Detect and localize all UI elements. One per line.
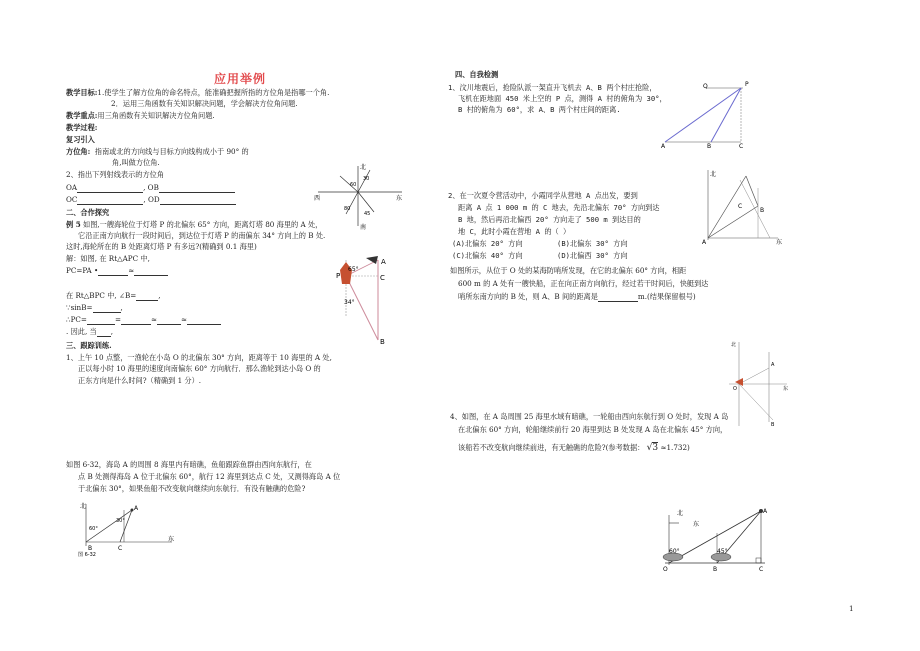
island-east: 东: [693, 521, 700, 528]
compass-figure: [310, 162, 405, 230]
compass-angle-30: 30: [363, 176, 370, 182]
section-3-heading: 三、跟踪训练.: [66, 341, 112, 350]
bearing-definition: 方位角: 指南或北的方向线与目标方向线构成小于 90° 的: [66, 147, 249, 156]
check-4-line-3: 该船若不改变航向继续前进，有无触礁的危险?(参考数据： √3 ≈1.732): [458, 443, 690, 453]
option-b: (B)北偏东 30° 方向: [557, 239, 628, 248]
option-c: (C)北偏东 40° 方向: [452, 251, 523, 260]
compass-angle-45: 45: [364, 211, 371, 217]
problem-632-line-2: 点 B 处测得海岛 A 位于北偏东 60°，航行 12 海里到达点 C 处，又测得海岛 A 位: [78, 472, 341, 481]
problem-632-line-3: 于北偏东 30°，如果鱼船不改变航向继续向东航行．有没有触礁的危险?: [78, 484, 306, 493]
option-a: (A)北偏东 20° 方向: [452, 239, 523, 248]
lighthouse-point-c: C: [380, 274, 385, 282]
compass-north-label: 北: [360, 164, 367, 171]
section-4-heading: 四、自我检测: [455, 70, 499, 79]
heli-point-c: C: [739, 143, 744, 150]
example-5-line-2: 它沿正南方向航行一段时间后，到达位于灯塔 P 的南偏东 34° 方向上的 B 处.: [78, 231, 326, 240]
solution-line-3: 在 Rt△BPC 中, ∠B= ,: [66, 291, 161, 300]
island-angle-45: 45°: [717, 548, 728, 555]
goals-line-1: 教学目标:1.使学生了解方位角的命名特点，能准确把握所指的方位角是指哪一个角.: [66, 88, 330, 97]
lighthouse-angle-65: 65°: [348, 266, 359, 273]
bearing-definition-cont: 角,叫做方位角.: [112, 158, 160, 167]
compass-angle-80: 80: [344, 206, 351, 212]
island-figure: [655, 505, 775, 573]
solution-line-6: . 因此, 当 ,: [66, 327, 113, 336]
lighthouse-point-a: A: [381, 258, 386, 266]
sentry-east: 东: [783, 386, 789, 392]
fig632-north: 北: [80, 503, 87, 510]
lighthouse-angle-34: 34°: [344, 299, 355, 306]
camp-point-c: C: [738, 203, 743, 210]
lighthouse-figure: [322, 256, 392, 346]
camp-figure: [700, 168, 785, 246]
heli-point-p: P: [745, 81, 749, 88]
check-2-line-2: 距离 A 点 1 000 m 的 C 地去，先沿北偏东 70° 方向到达: [458, 203, 660, 212]
solution-line-4: ∵sinB= ,: [66, 303, 123, 312]
process-heading: 教学过程:: [66, 123, 98, 132]
option-d: (D)北偏西 30° 方向: [557, 251, 628, 260]
fig632-point-b: B: [88, 545, 93, 552]
sentry-point-o: O: [733, 386, 737, 392]
example-5-line-1: 例 5 如图,一艘海轮位于灯塔 P 的北偏东 65° 方向，距离灯塔 80 海里的 A 处，: [66, 220, 323, 229]
island-point-a: A: [763, 508, 768, 515]
training-1-line-3: 正东方向是什么时间?（精确到 1 分）.: [78, 376, 202, 385]
problem-632-line-1: 如图 6-32，海岛 A 的周围 8 海里内有暗礁，鱼船跟踪鱼群由西向东航行，在: [66, 460, 312, 469]
sentry-north: 北: [731, 342, 737, 348]
solution-line-1: 解：如图, 在 Rt△APC 中,: [66, 254, 150, 263]
check-2-line-4: 地 C，此时小霞在营地 A 的（ ）: [458, 227, 571, 236]
goals-line-2: 2．运用三角函数有关知识解决问题，学会解决方位角问题.: [111, 99, 298, 108]
compass-east-label: 东: [396, 195, 403, 202]
fig632-point-a: A: [134, 505, 139, 512]
check-3-line-3: 哨所东南方向的 B 处，则 A、B 间的距离是 m.(结果保留根号): [458, 292, 696, 301]
section-2-heading: 二、合作探究: [66, 208, 110, 217]
camp-point-a: A: [702, 239, 707, 246]
check-4-line-2: 在北偏东 60° 方向，轮船继续前行 20 海里到达 B 处发现 A 岛在北偏东 45° 方向，: [458, 425, 728, 434]
check-4-line-1: 4、如图，在 A 岛周围 25 海里水域有暗礁，一轮船由西向东航行到 O 处时，发现 A 岛: [450, 412, 729, 421]
sentry-point-b: B: [771, 422, 775, 428]
check-1-line-3: B 村的俯角为 60°，求 A、B 两个村庄间的距离.: [458, 105, 621, 114]
camp-point-b: B: [760, 207, 765, 214]
page-title: 应用举例: [214, 72, 267, 86]
fig632-point-c: C: [118, 545, 123, 552]
heli-point-b: B: [707, 143, 712, 150]
island-point-o: O: [663, 566, 668, 573]
heli-point-a: A: [661, 143, 666, 150]
sentry-figure: [725, 338, 790, 430]
training-1-line-1: 1、上午 10 点整，一渔轮在小岛 O 的北偏东 30° 方向，距离等于 10 海里的 A 处,: [66, 353, 332, 362]
fig632-angle-60: 60°: [89, 526, 98, 532]
camp-east: 东: [776, 239, 783, 246]
lighthouse-point-p: P: [336, 272, 341, 280]
island-angle-60: 60°: [669, 548, 680, 555]
solution-line-5: ∴PC= = ≈ ≈: [66, 315, 221, 325]
check-1-line-2: 飞机在距地面 450 米上空的 P 点，测得 A 村的俯角为 30°，: [458, 94, 667, 103]
answer-oa: OA , OB: [66, 183, 235, 193]
question-2: 2、指出下列射线表示的方位角: [66, 170, 165, 179]
island-north: 北: [677, 510, 684, 517]
fig632-angle-30: 30°: [116, 518, 125, 524]
key-point: 教学重点:用三角函数有关知识解决方位角问题.: [66, 111, 215, 120]
check-3-line-1: 如图所示，从位于 O 处的某海防哨所发现，在它的北偏东 60° 方向，相距: [450, 266, 687, 275]
heli-point-q: Q: [703, 83, 708, 90]
training-1-line-2: 正以每小时 10 海里的速度向南偏东 60° 方向航行．那么渔轮到达小岛 O 的: [78, 364, 321, 373]
check-2-line-1: 2、在一次夏令营活动中，小霞同学从营地 A 点出发，要到: [448, 191, 638, 200]
helicopter-figure: [655, 80, 755, 150]
camp-north: 北: [710, 171, 717, 178]
island-point-b: B: [713, 566, 718, 573]
check-3-line-2: 600 m 的 A 处有一艘快船，正在向正南方向航行，经过若干时间后，快艇到达: [458, 279, 709, 288]
check-2-line-3: B 地，然后再沿北偏西 20° 方向走了 500 m 到达目的: [458, 215, 641, 224]
example-5-line-3: 这时,海轮所在的 B 处距离灯塔 P 有多远?(精确到 0.1 海里): [66, 242, 257, 251]
solution-line-2: PC=PA • ≈: [66, 266, 168, 276]
island-point-c: C: [759, 566, 764, 573]
fig632-caption: 图 6-32: [78, 552, 96, 558]
figure-6-32: [76, 500, 176, 558]
compass-south-label: 南: [360, 224, 367, 230]
review-heading: 复习引入: [66, 135, 95, 144]
answer-oc: OC , OD: [66, 195, 236, 205]
compass-west-label: 西: [314, 195, 321, 202]
lighthouse-point-b: B: [380, 338, 385, 346]
compass-angle-60: 60: [350, 182, 357, 188]
fig632-east: 东: [168, 536, 175, 543]
sentry-point-a: A: [771, 362, 775, 368]
page-number: 1: [849, 604, 854, 613]
check-1-line-1: 1、汶川地震后，抢险队派一架直升飞机去 A、B 两个村庄抢险，: [448, 83, 657, 92]
